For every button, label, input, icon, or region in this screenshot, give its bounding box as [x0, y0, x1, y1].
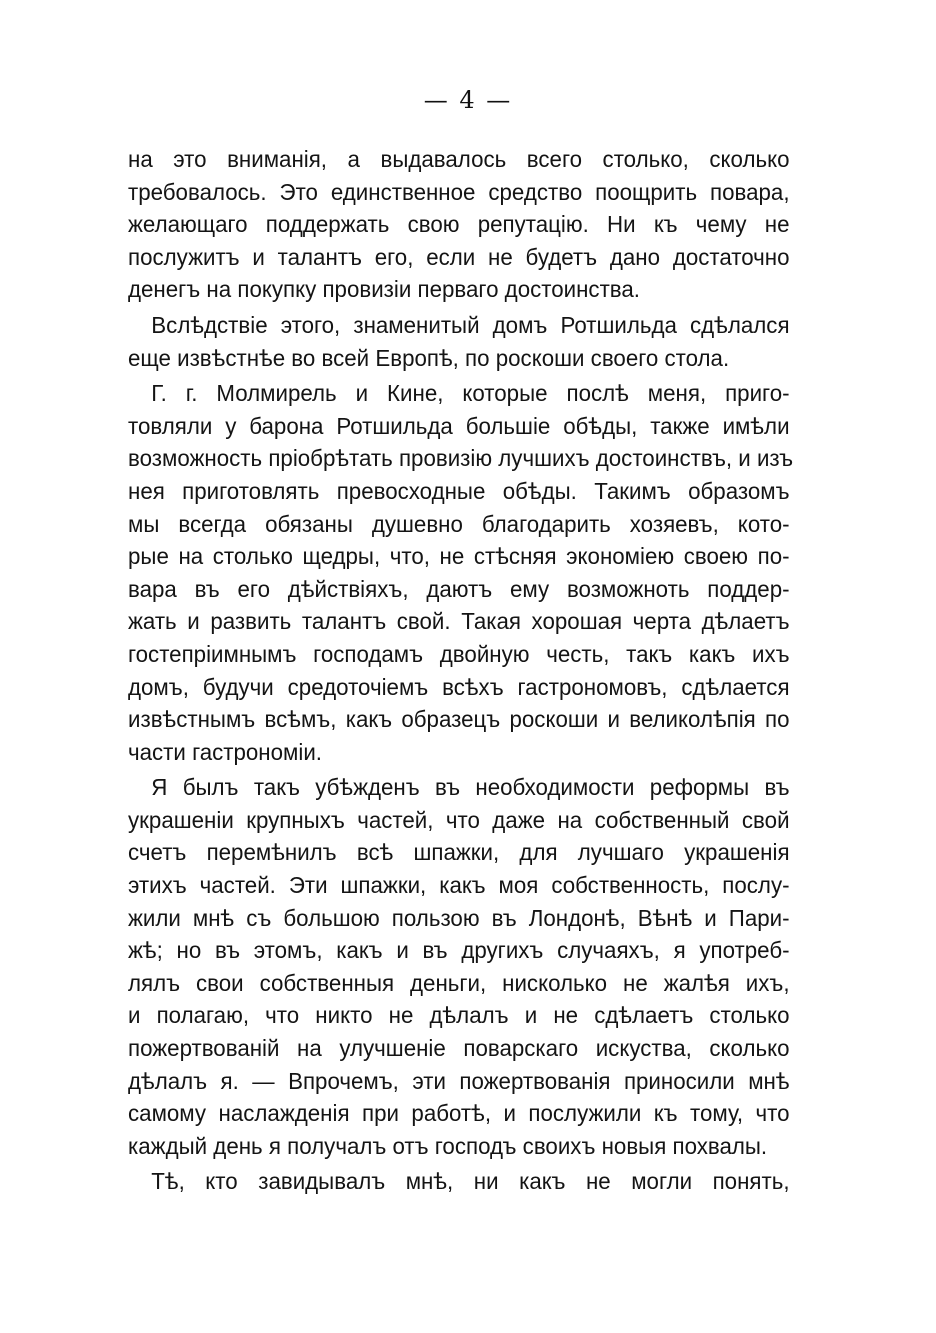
- text-line: гостепріимнымъ господамъ двойную честь, такъ какъ ихъ: [128, 640, 790, 667]
- text-line: домъ, будучи средоточіемъ всѣхъ гастрономовъ, сдѣлается: [128, 673, 790, 700]
- text-line: украшеніи крупныхъ частей, что даже на собственный свой: [128, 806, 790, 833]
- text-line: лялъ свои собственныя деньги, нисколько не жалѣя ихъ,: [128, 969, 790, 996]
- page-number: — 4 —: [423, 86, 513, 114]
- text-line: Тѣ, кто завидывалъ мнѣ, ни какъ не могли понять,: [151, 1168, 790, 1195]
- text-line: вара въ его дѣйствіяхъ, даютъ ему возможноть поддер-: [128, 575, 790, 602]
- text-line: каждый день я получалъ отъ господъ своихъ новыя похвалы.: [128, 1132, 768, 1159]
- paragraph-1: [128, 143, 810, 306]
- text-line: пожертвованій на улучшеніе поварскаго искуства, сколько: [128, 1035, 790, 1062]
- text-line: Я былъ такъ убѣжденъ въ необходимости реформы въ: [151, 774, 790, 801]
- text-line: товляли у барона Ротшильда большіе обѣды, также имѣли: [128, 412, 790, 439]
- text-line: этихъ частей. Эти шпажки, какъ моя собственность, послу-: [128, 872, 790, 899]
- text-line: дѣлалъ я. — Впрочемъ, эти пожертвованія приносили мнѣ: [128, 1067, 790, 1094]
- text-line: мы всегда обязаны душевно благодарить хозяевъ, кото-: [128, 510, 790, 537]
- text-line: счетъ перемѣнилъ всѣ шпажки, для лучшаго украшенія: [128, 839, 790, 866]
- text-line: жѣ; но въ этомъ, какъ и въ другихъ случаяхъ, я употреб-: [128, 937, 790, 964]
- text-line: рые на столько щедры, что, не стѣсняя экономіею своею по-: [128, 543, 790, 570]
- text-line: жать и развить талантъ свой. Такая хорошая черта дѣлаетъ: [128, 608, 790, 635]
- text-line: послужитъ и талантъ его, если не будетъ дано достаточно: [128, 243, 790, 270]
- text-line: требовалось. Это единственное средство поощрить повара,: [128, 178, 790, 205]
- text-line: возможность пріобрѣтать провизію лучшихъ достоинствъ, и изъ: [128, 445, 794, 472]
- text-line: самому наслажденія при работѣ, и послужили къ тому, что: [128, 1100, 790, 1127]
- text-line: еще извѣстнѣе во всей Европѣ, по роскоши своего стола.: [128, 344, 730, 371]
- text-line: жили мнѣ съ большою пользою въ Лондонѣ, Вѣнѣ и Пари-: [128, 904, 790, 931]
- paragraph-4: [128, 771, 810, 1162]
- text-line: на это вниманія, а выдавалось всего столько, сколько: [128, 146, 790, 172]
- body-text: [128, 143, 810, 1198]
- text-line: денегъ на покупку провизіи перваго достоинства.: [128, 276, 641, 303]
- text-line: нея приготовлять превосходные обѣды. Такимъ образомъ: [128, 477, 790, 504]
- text-line: желающаго поддержать свою репутацію. Ни къ чему не: [128, 211, 790, 238]
- text-line: Г. г. Молмирель и Кине, которые послѣ меня, приго-: [151, 380, 790, 407]
- text-line: извѣстнымъ всѣмъ, какъ образецъ роскоши и великолѣпія по: [128, 706, 790, 733]
- paragraph-3: [128, 377, 810, 768]
- text-line: и полагаю, что никто не дѣлалъ и не сдѣлаетъ столько: [128, 1002, 790, 1029]
- paragraph-2: [128, 309, 810, 374]
- paragraph-5: [128, 1165, 810, 1198]
- text-line: части гастрономіи.: [128, 738, 322, 765]
- text-line: Вслѣдствіе этого, знаменитый домъ Ротшильда сдѣлался: [151, 311, 790, 338]
